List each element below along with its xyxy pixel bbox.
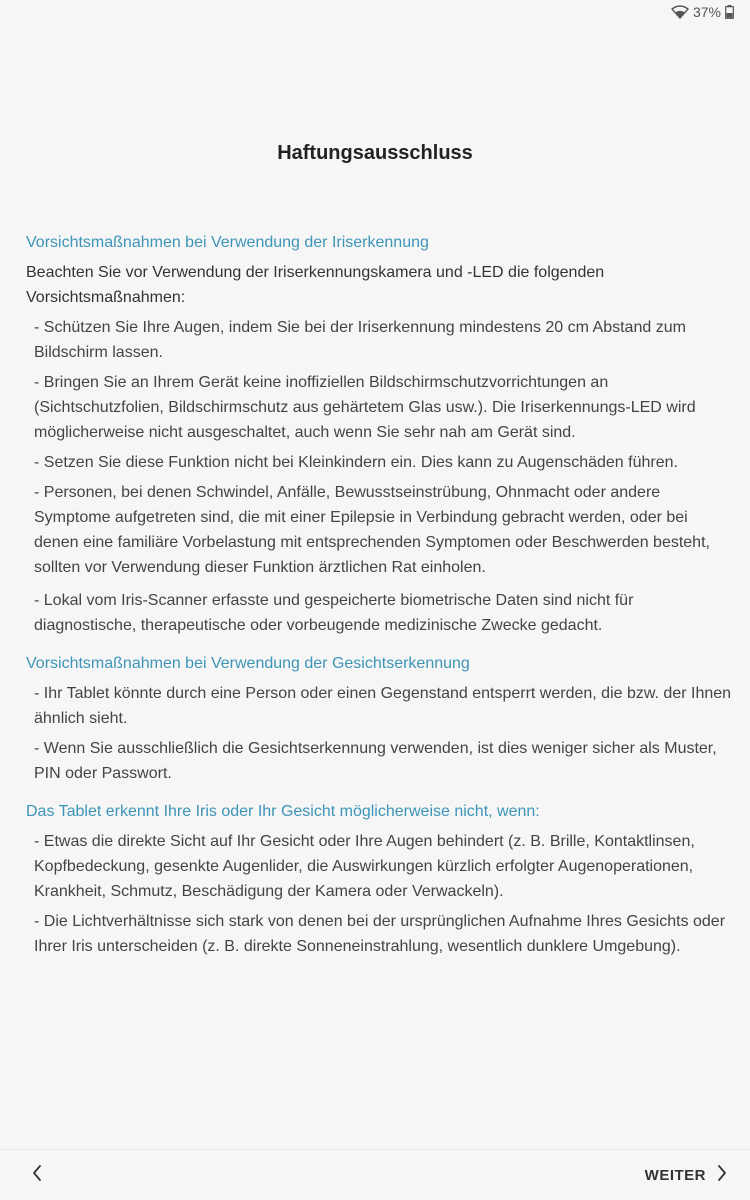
list-item: - Ihr Tablet könnte durch eine Person oder einen Gegenstand entsperrt werden, die bzw. der Ihnen ähnlich sieht. (34, 685, 732, 727)
list-item: - Personen, bei denen Schwindel, Anfälle, Bewusstseinstrübung, Ohnmacht oder andere Symptome aufgetreten sind, die mit einer Epilepsie in Verbindung gebracht werden, oder bei denen eine familiäre Vorbelastung mit entsprechenden Symptomen oder Beschwerden besteht, sollten vor Verwendung dieser Funktion ärztlichen Rat einholen. (34, 484, 710, 576)
back-button[interactable] (22, 1160, 52, 1190)
next-button-label: WEITER (644, 1166, 706, 1184)
page-title: Haftungsausschluss (277, 142, 473, 164)
bottom-navigation-bar (0, 1149, 750, 1200)
section-heading-recognition: Das Tablet erkennt Ihre Iris oder Ihr Gesicht möglicherweise nicht, wenn: (26, 803, 540, 820)
status-bar (0, 0, 750, 26)
list-item: - Schützen Sie Ihre Augen, indem Sie bei der Iriserkennung mindestens 20 cm Abstand zum Bildschirm lassen. (34, 319, 686, 361)
battery-icon (725, 5, 734, 19)
chevron-right-icon (716, 1164, 728, 1186)
battery-percent: 37% (692, 4, 721, 20)
chevron-left-icon (31, 1164, 43, 1187)
section-heading-iris: Vorsichtsmaßnahmen bei Verwendung der Iriserkennung (26, 234, 429, 251)
list-item: - Lokal vom Iris-Scanner erfasste und gespeicherte biometrische Daten sind nicht für diagnostische, therapeutische oder vorbeugende medizinische Zwecke gedacht. (34, 592, 634, 634)
list-item: - Setzen Sie diese Funktion nicht bei Kleinkindern ein. Dies kann zu Augenschäden führen. (34, 454, 678, 471)
wifi-icon (671, 5, 689, 19)
section-heading-face: Vorsichtsmaßnahmen bei Verwendung der Gesichtserkennung (26, 655, 470, 672)
list-item: - Wenn Sie ausschließlich die Gesichtserkennung verwenden, ist dies weniger sicher als Muster, PIN oder Passwort. (34, 740, 717, 782)
next-button[interactable] (645, 1160, 728, 1190)
list-item: - Bringen Sie an Ihrem Gerät keine inoffiziellen Bildschirmschutzvorrichtungen an (Sichtschutzfolien, Bildschirmschutz aus gehärtetem Glas usw.). Die Iriserkennungs-LED wird möglicherweise nicht ausgeschaltet, auch wenn Sie sehr nah am Gerät sind. (34, 374, 696, 441)
intro-text: Beachten Sie vor Verwendung der Iriserkennungskamera und -LED die folgenden Vorsichtsmaßnahmen: (26, 264, 605, 306)
list-item: - Etwas die direkte Sicht auf Ihr Gesicht oder Ihre Augen behindert (z. B. Brille, Kontaktlinsen, Kopfbedeckung, gesenkte Augenlider, die Auswirkungen kürzlich erfolgter Augenoperationen, Krankheit, Schmutz, Beschädigung der Kamera oder Verwackeln). (34, 833, 695, 900)
status-indicators (671, 4, 734, 20)
list-item: - Die Lichtverhältnisse sich stark von denen bei der ursprünglichen Aufnahme Ihres Gesichts oder Ihrer Iris unterscheiden (z. B. direkte Sonneneinstrahlung, wesentlich dunklere Umgebung). (34, 913, 726, 955)
disclaimer-content (26, 230, 732, 964)
